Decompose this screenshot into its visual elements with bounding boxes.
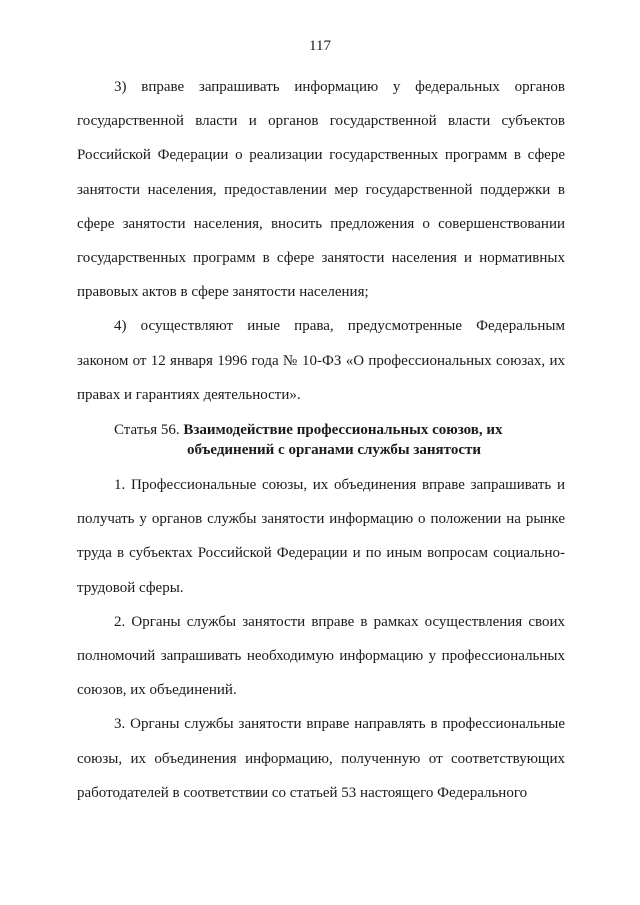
article-number: Статья 56.: [114, 422, 180, 439]
article-paragraph-3: 3. Органы службы занятости вправе направлять в профессиональные союзы, их объединения информацию, полученную от соответствующих работодателей в соответствии со статьей 53 настоящего Федерального: [77, 716, 565, 801]
paragraph-item-3: 3) вправе запрашивать информацию у федеральных органов государственной власти и органов государственной власти субъектов Российской Федерации о реализации государственных программ в сфере занятости населения, предоставлении мер государственной поддержки в сфере занятости населения, вносить предложения о совершенствовании государственных программ в сфере занятости населения и нормативных правовых актов в сфере занятости населения;: [77, 79, 565, 301]
article-title-line-1: Взаимодействие профессиональных союзов, их: [183, 422, 503, 439]
paragraph-item-4: 4) осуществляют иные права, предусмотренные Федеральным законом от 12 января 1996 года № 10-ФЗ «О профессиональных союзах, их правах и гарантиях деятельности».: [77, 318, 565, 403]
article-heading-line-1: [114, 420, 565, 440]
article-paragraph-2: 2. Органы службы занятости вправе в рамках осуществления своих полномочий запрашивать необходимую информацию у профессиональных союзов, их объединений.: [77, 613, 565, 699]
article-title-line-2: объединений с органами службы занятости: [187, 442, 481, 459]
article-paragraph-1: 1. Профессиональные союзы, их объединения вправе запрашивать и получать у органов службы занятости информацию о положении на рынке труда в субъектах Российской Федерации и по иным вопросам социально-трудовой сферы.: [77, 477, 565, 596]
document-body: [77, 70, 565, 810]
page-number: 117: [309, 38, 331, 54]
article-heading: [77, 420, 565, 460]
